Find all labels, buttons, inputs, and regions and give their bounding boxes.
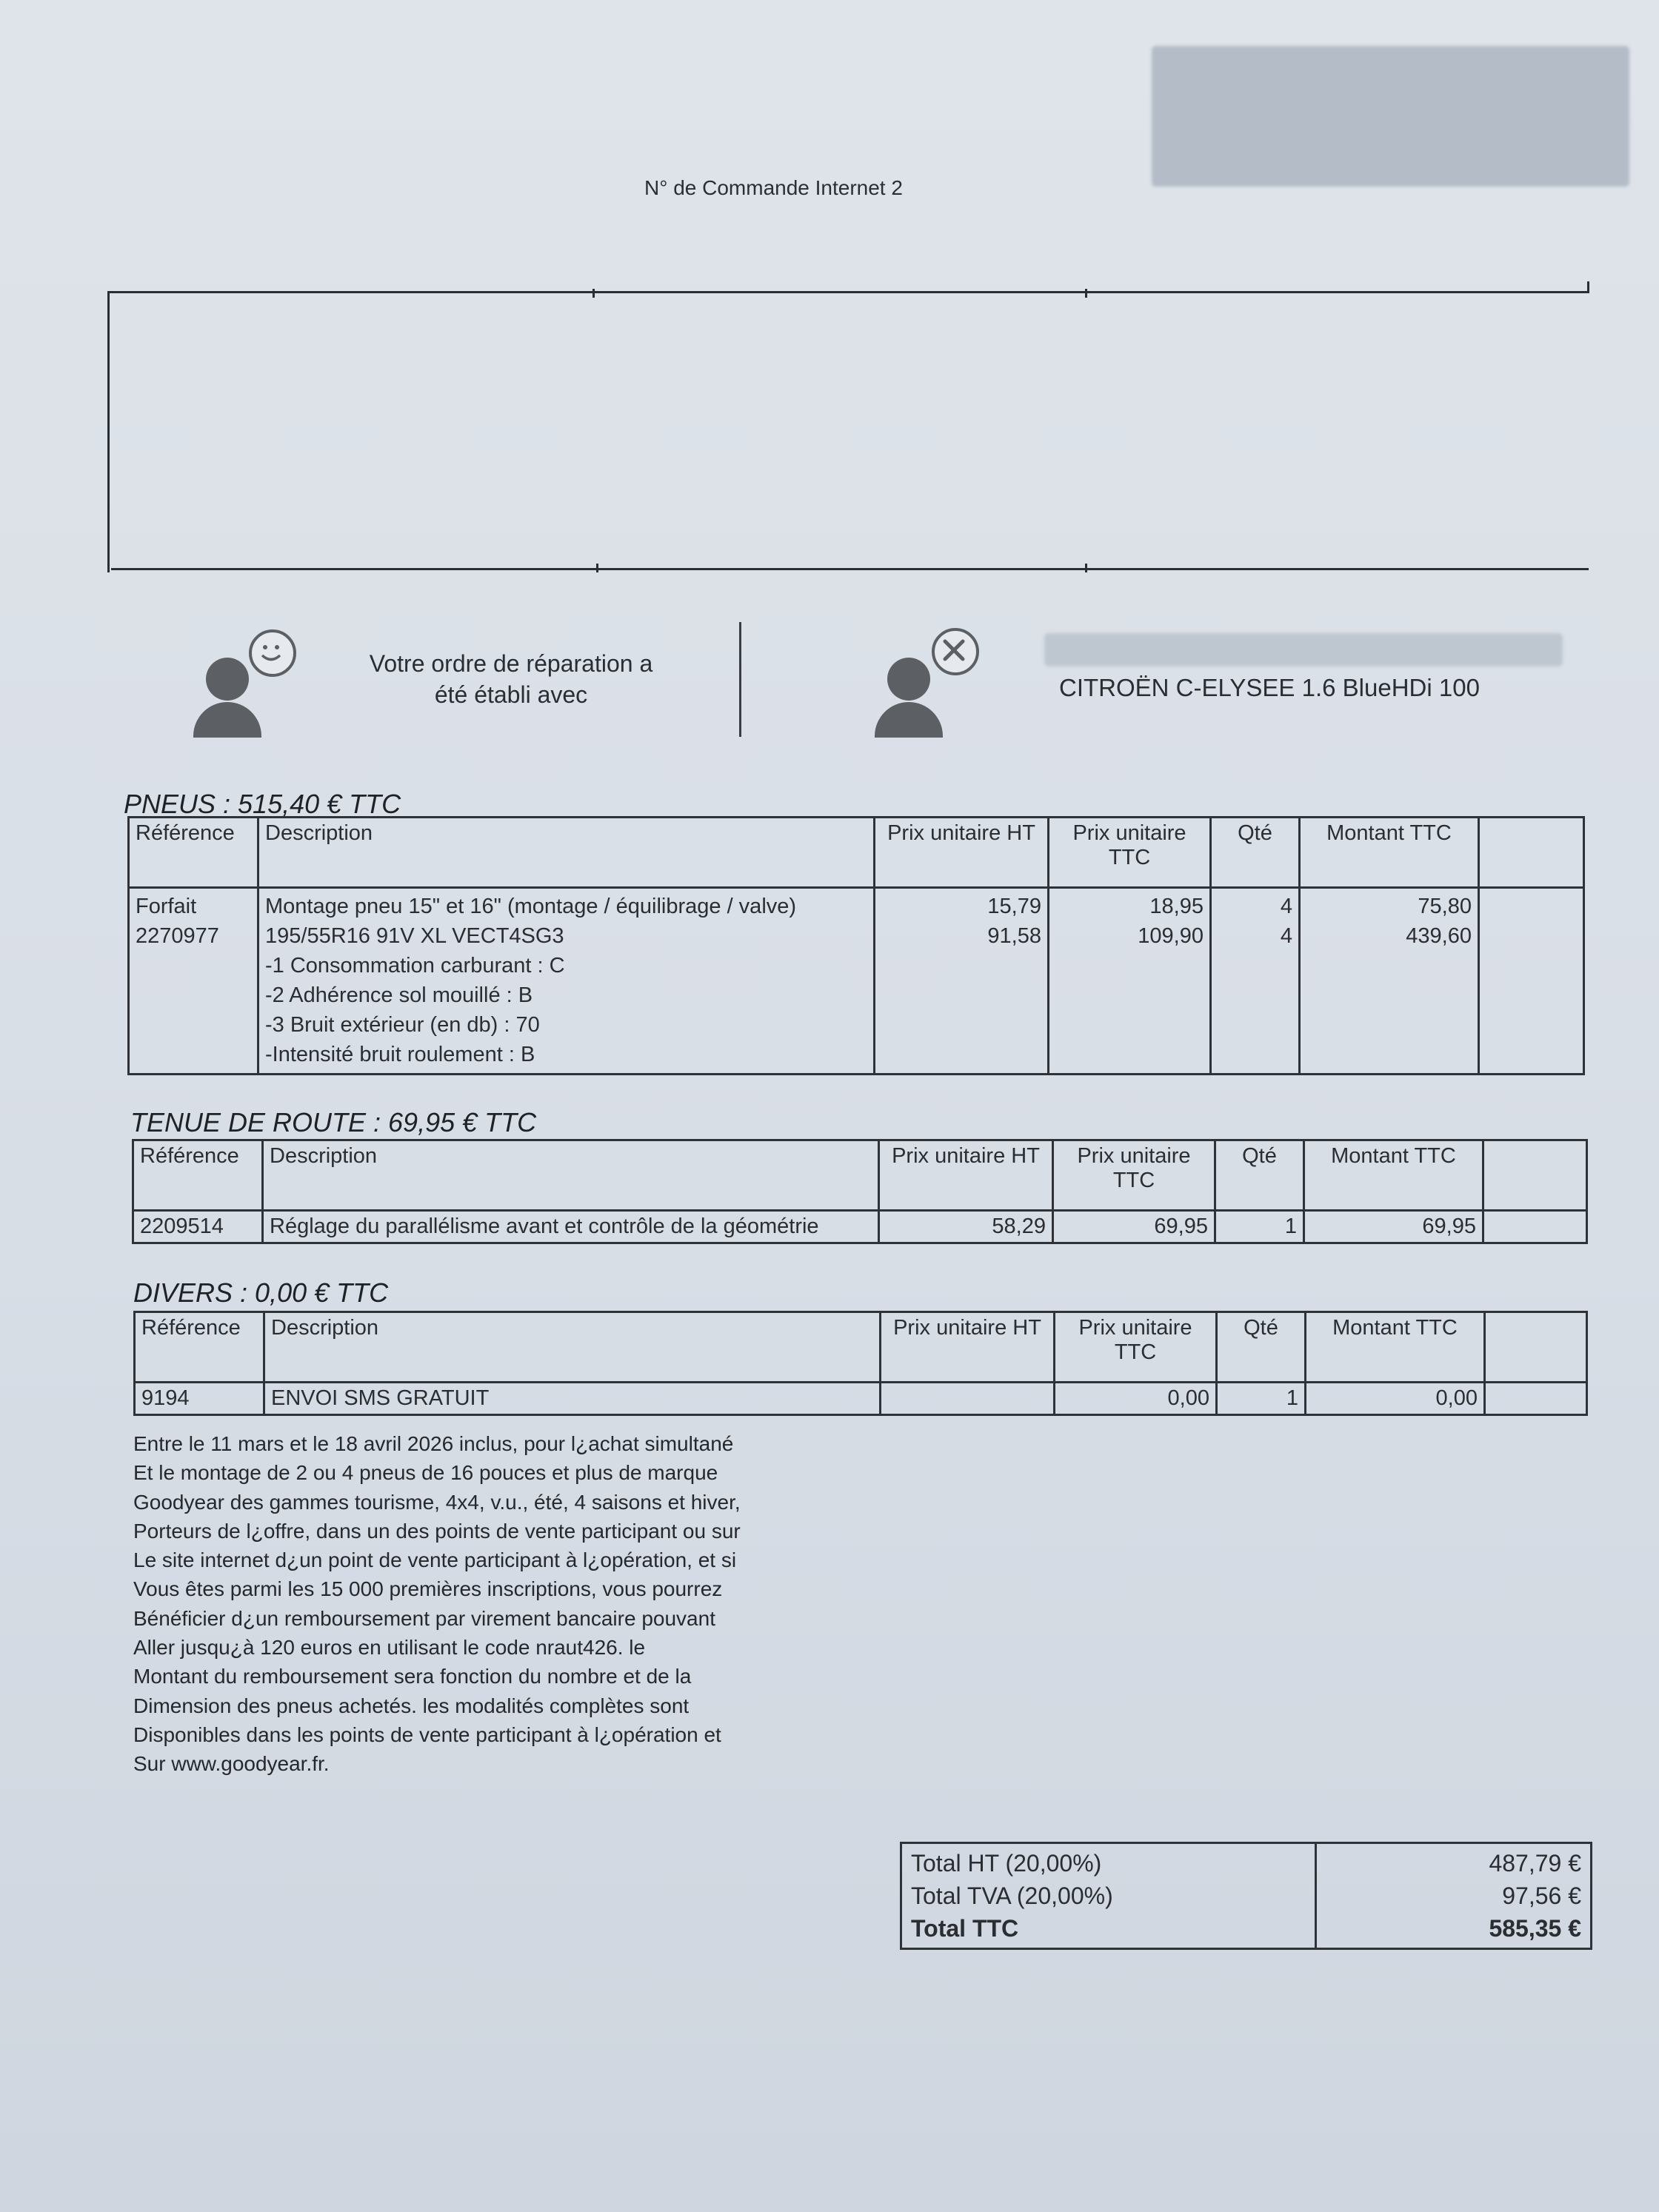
section-title-divers: DIVERS : 0,00 € TTC bbox=[133, 1277, 389, 1308]
promo-line: Goodyear des gammes tourisme, 4x4, v.u., été, 4 saisons et hiver, bbox=[133, 1490, 741, 1514]
cell-pu-ttc bbox=[1049, 888, 1211, 1075]
col-description: Description bbox=[258, 818, 875, 888]
ref-line: Forfait bbox=[136, 895, 197, 918]
table-row bbox=[133, 1211, 1587, 1243]
totals-values bbox=[1316, 1843, 1592, 1949]
cell-reference: 2209514 bbox=[133, 1211, 263, 1243]
qte-value: 4 bbox=[1280, 895, 1292, 918]
person-tools-icon bbox=[872, 628, 984, 739]
col-reference: Référence bbox=[129, 818, 258, 888]
cell-qte bbox=[1211, 888, 1300, 1075]
qte-value: 4 bbox=[1280, 924, 1292, 948]
col-pu-ht: Prix unitaire HT bbox=[881, 1312, 1055, 1383]
cell-montant: 0,00 bbox=[1306, 1383, 1485, 1415]
promo-line: Entre le 11 mars et le 18 avril 2026 inclus, pour l¿achat simultané bbox=[133, 1432, 734, 1455]
cell-montant: 69,95 bbox=[1304, 1211, 1483, 1243]
total-tva-value: 97,56 € bbox=[1502, 1882, 1581, 1909]
total-tva-label: Total TVA (20,00%) bbox=[911, 1882, 1113, 1909]
desc-line: -2 Adhérence sol mouillé : B bbox=[265, 983, 533, 1007]
cell-empty bbox=[1485, 1383, 1587, 1415]
table-header-row bbox=[135, 1312, 1587, 1383]
cell-qte: 1 bbox=[1217, 1383, 1306, 1415]
repair-line-1: Votre ordre de réparation a bbox=[369, 650, 653, 677]
promo-line: Montant du remboursement sera fonction du nombre et de la bbox=[133, 1665, 692, 1688]
ref-line: 2270977 bbox=[136, 924, 219, 948]
montant-value: 75,80 bbox=[1418, 895, 1472, 918]
section-title-tenue: TENUE DE ROUTE : 69,95 € TTC bbox=[130, 1107, 537, 1137]
col-reference: Référence bbox=[135, 1312, 264, 1383]
totals-labels bbox=[901, 1843, 1316, 1949]
cell-description: ENVOI SMS GRATUIT bbox=[264, 1383, 881, 1415]
repair-order-text bbox=[326, 648, 696, 710]
col-pu-ttc: Prix unitaire TTC bbox=[1053, 1140, 1215, 1211]
person-smiley-icon bbox=[191, 629, 302, 741]
col-pu-ttc: Prix unitaire TTC bbox=[1055, 1312, 1217, 1383]
cell-pu-ttc: 0,00 bbox=[1055, 1383, 1217, 1415]
promo-line: Dimension des pneus achetés. les modalités complètes sont bbox=[133, 1694, 690, 1717]
col-qte: Qté bbox=[1215, 1140, 1304, 1211]
cell-pu-ttc: 69,95 bbox=[1053, 1211, 1215, 1243]
cell-pu-ht: 58,29 bbox=[879, 1211, 1053, 1243]
col-qte: Qté bbox=[1211, 818, 1300, 888]
col-pu-ttc: Prix unitaire TTC bbox=[1049, 818, 1211, 888]
table-divers bbox=[133, 1311, 1588, 1416]
table-pneus bbox=[127, 816, 1585, 1075]
total-ht-label: Total HT (20,00%) bbox=[911, 1850, 1102, 1877]
cell-pu-ht bbox=[881, 1383, 1055, 1415]
col-qte: Qté bbox=[1217, 1312, 1306, 1383]
col-montant: Montant TTC bbox=[1306, 1312, 1485, 1383]
table-row bbox=[129, 888, 1584, 1075]
col-description: Description bbox=[264, 1312, 881, 1383]
cell-empty bbox=[1483, 1211, 1587, 1243]
redacted-header-block bbox=[1152, 46, 1629, 187]
total-ttc-value: 585,35 € bbox=[1489, 1915, 1581, 1942]
promo-text bbox=[133, 1429, 889, 1779]
totals-row bbox=[901, 1843, 1592, 1949]
vehicle-name: CITROËN C-ELYSEE 1.6 BlueHDi 100 bbox=[1059, 674, 1480, 701]
promo-line: Aller jusqu¿à 120 euros en utilisant le code nraut426. le bbox=[133, 1636, 646, 1660]
address-frame bbox=[107, 285, 1589, 570]
cell-description bbox=[258, 888, 875, 1075]
repair-line-2: été établi avec bbox=[434, 681, 588, 708]
table-row bbox=[135, 1383, 1587, 1415]
desc-line: 195/55R16 91V XL VECT4SG3 bbox=[265, 924, 564, 948]
desc-line: -Intensité bruit roulement : B bbox=[265, 1043, 535, 1066]
promo-line: Sur www.goodyear.fr. bbox=[133, 1752, 330, 1776]
desc-line: Montage pneu 15" et 16" (montage / équilibrage / valve) bbox=[265, 895, 797, 918]
desc-line: -1 Consommation carburant : C bbox=[265, 954, 565, 978]
promo-line: Et le montage de 2 ou 4 pneus de 16 pouces et plus de marque bbox=[133, 1461, 718, 1485]
redacted-vehicle-plate bbox=[1044, 633, 1563, 666]
info-divider bbox=[739, 622, 741, 737]
cell-pu-ht bbox=[875, 888, 1049, 1075]
desc-line: -3 Bruit extérieur (en db) : 70 bbox=[265, 1013, 540, 1037]
order-number-label: N° de Commande Internet 2 bbox=[644, 176, 903, 199]
cell-reference: 9194 bbox=[135, 1383, 264, 1415]
montant-value: 439,60 bbox=[1406, 924, 1472, 948]
cell-reference bbox=[129, 888, 258, 1075]
cell-empty bbox=[1479, 888, 1584, 1075]
cell-montant bbox=[1300, 888, 1479, 1075]
pu-ht-value: 15,79 bbox=[987, 895, 1041, 918]
col-montant: Montant TTC bbox=[1304, 1140, 1483, 1211]
col-description: Description bbox=[263, 1140, 879, 1211]
pu-ttc-value: 109,90 bbox=[1138, 924, 1204, 948]
table-header-row bbox=[133, 1140, 1587, 1211]
section-title-pneus: PNEUS : 515,40 € TTC bbox=[124, 789, 401, 819]
table-tenue bbox=[132, 1139, 1588, 1244]
col-reference: Référence bbox=[133, 1140, 263, 1211]
pu-ttc-value: 18,95 bbox=[1149, 895, 1204, 918]
total-ht-value: 487,79 € bbox=[1489, 1850, 1581, 1877]
promo-line: Disponibles dans les points de vente participant à l¿opération et bbox=[133, 1723, 721, 1746]
col-empty bbox=[1483, 1140, 1587, 1211]
col-empty bbox=[1479, 818, 1584, 888]
col-montant: Montant TTC bbox=[1300, 818, 1479, 888]
col-pu-ht: Prix unitaire HT bbox=[875, 818, 1049, 888]
promo-line: Vous êtes parmi les 15 000 premières inscriptions, vous pourrez bbox=[133, 1577, 723, 1601]
pu-ht-value: 91,58 bbox=[987, 924, 1041, 948]
cell-qte: 1 bbox=[1215, 1211, 1304, 1243]
totals-table bbox=[900, 1842, 1592, 1950]
table-header-row bbox=[129, 818, 1584, 888]
col-pu-ht: Prix unitaire HT bbox=[879, 1140, 1053, 1211]
cell-description: Réglage du parallélisme avant et contrôle de la géométrie bbox=[263, 1211, 879, 1243]
promo-line: Porteurs de l¿offre, dans un des points de vente participant ou sur bbox=[133, 1519, 741, 1543]
col-empty bbox=[1485, 1312, 1587, 1383]
promo-line: Le site internet d¿un point de vente participant à l¿opération, et si bbox=[133, 1548, 737, 1572]
total-ttc-label: Total TTC bbox=[911, 1915, 1019, 1942]
promo-line: Bénéficier d¿un remboursement par virement bancaire pouvant bbox=[133, 1606, 715, 1630]
